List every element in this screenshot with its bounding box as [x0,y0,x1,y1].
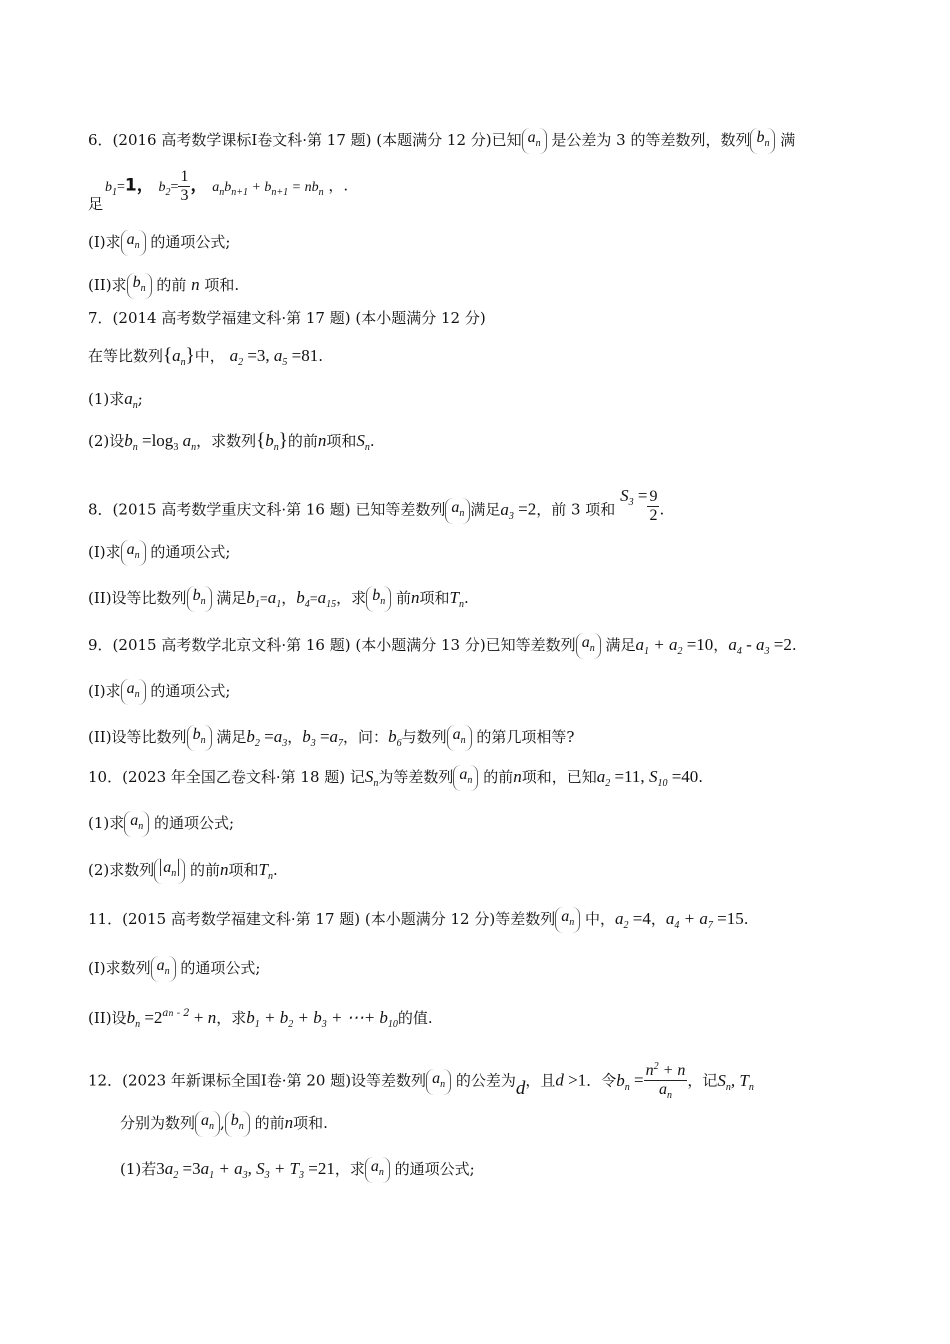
problem-12-q1: (1)若$3a_2 =3a_1 + a_3$, $S_3 + T_3 =21$，求 $a_n$ 的通项公式; [120,1158,475,1181]
problem-7-q1: (1)求$a_n$; [88,389,143,411]
problem-7-text-mid: 中， [194,347,225,365]
problem-9-q1: (I)求 $a_n$ 的通项公式; [88,679,890,705]
question-text: 的通项公式; [149,814,235,832]
math-n: n [191,275,200,294]
question-label: (1)求 [88,814,125,832]
problem-8-q1: (I)求 $a_n$ 的通项公式; [88,540,890,566]
question-text-2: 的值. [397,1009,433,1027]
problem-6-q1: (I)求 $a_n$ 的通项公式; [88,230,890,256]
question-text-2: ，问： [343,728,389,746]
problem-12-text-2: ，且 [525,1071,556,1090]
problem-6-cont [88,193,890,215]
question-label: (II)设 [88,1009,127,1027]
question-text: ，求 [334,1160,365,1178]
problem-10-text: 为等差数列 [378,768,454,786]
question-end: 项和. [199,276,240,294]
question-label: (I)求数列 [88,959,151,977]
problem-7-q2: (2)设$b_n =\log_3$ $a_n$，求数列$\{b_n\}$的前n项和$S_n$. [88,430,375,453]
question-text-3: 项和 [326,432,357,450]
problem-6-condition: $b_1=1$， $b_2=$ $\frac{1}{3}$ ， $a_nb_{n+1} + b_{n+1} = nb_n$ ，. [105,168,349,204]
question-label: (2)求数列 [88,861,155,879]
problem-12-text-3: ．令 [586,1071,617,1090]
problem-6-text-tail: 满 [775,131,796,149]
question-text: ，求数列 [196,432,257,450]
problem-7-text: 在等比数列 [88,347,164,365]
problem-9-text: 满足 [600,636,636,654]
problem-7-title: 7．(2014 高考数学福建文科·第 17 题) (本小题满分 12 分) [88,309,486,327]
question-label: (2)设 [88,432,125,450]
problem-12-text-5: 分别为数列 [120,1114,196,1132]
problem-12-line-1: 12．(2023 年新课标全国Ⅰ卷·第 20 题)设等差数列 $a_n$ 的公差为d，且d >1．令$b_n$ = $\frac{n^2 + n}{a_n}$ ，记$S_n$, $T_n$ [88,1058,890,1105]
problem-10-text-2: 的前 [478,768,514,786]
question-text-3: 与数列 [401,728,447,746]
problem-12-text-4: ，记 [687,1071,718,1090]
problem-11-q2: (II)设$b_n =2^{an - 2} + n$，求$b_1 + b_2 + b_3$ + ⋯+ $b_{10}$的值. [88,1008,433,1030]
question-text-4: 的第几项相等? [471,728,575,746]
question-text: 满足 [211,589,247,607]
bold-one: 1 [124,175,137,196]
question-label: (I)求 [88,543,121,561]
question-text: ，求 [216,1009,247,1027]
question-label: (II)设等比数列 [88,589,187,607]
problem-8-header: 8．(2015 高考数学重庆文科·第 16 题) 已知等差数列 [88,500,446,519]
problem-8-line-1: 8．(2015 高考数学重庆文科·第 16 题) 已知等差数列 $a_n$ 满足$a_3 =2$，前 3 项和 $S_3$ = $\frac{9}{2}$ . [88,485,665,524]
problem-11-header: 11．(2015 高考数学福建文科·第 17 题) (本小题满分 12 分)等差数列 [88,910,556,928]
problem-10-text-3: 项和，已知 [521,768,597,786]
continuation-text: 足 [88,195,104,213]
question-text: 的通项公式; [175,959,261,977]
problem-10-header: 10．(2023 年全国乙卷文科·第 18 题) 记 [88,768,365,786]
question-text: 的前 [151,276,192,294]
problem-10-q1: (1)求 $a_n$ 的通项公式; [88,811,890,837]
question-label: (1)若 [120,1160,157,1178]
problem-11-line-1: 11．(2015 高考数学福建文科·第 17 题) (本小题满分 12 分)等差数列 $a_n$ 中，$a_2 =4$，$a_4 + a_7 =15$. [88,908,749,931]
problem-12-text-7: 项和. [293,1114,328,1132]
problem-12-header: 12．(2023 年新课标全国Ⅰ卷·第 20 题)设等差数列 [88,1071,427,1090]
problem-10-line-1: 10．(2023 年全国乙卷文科·第 18 题) 记$S_n$为等差数列 $a_n$ 的前n项和，已知$a_2 =11$, $S_{10} =40$. [88,766,704,789]
question-label: (I)求 [88,682,121,700]
problem-8-text: 满足 [470,500,501,519]
problem-6-q2: (II)求 $b_n$ 的前 n 项和. [88,273,890,299]
problem-12-text: 的公差为 [451,1071,516,1090]
problem-6-text: 是公差为 3 的等差数列，数列 [546,131,751,149]
problem-12-line-2: 分别为数列 $a_n$ , $b_n$ 的前n项和. [120,1111,890,1137]
problem-7-header [88,307,890,329]
question-label: (II)设等比数列 [88,728,187,746]
question-text-2: 项和 [228,861,259,879]
question-text: 的通项公式; [145,543,231,561]
fraction-9-2: $\frac{9}{2}$ [649,488,658,524]
problem-9-header: 9．(2015 高考数学北京文科·第 16 题) (本小题满分 13 分)已知等差数列 [88,636,576,654]
problem-10-q2: (2)求数列 $a_n$ 的前n项和$T_n$. [88,859,278,882]
question-label: (I)求 [88,233,121,251]
question-text-2: ，求 [336,589,367,607]
question-label: (II)求 [88,276,127,294]
problem-6-header: 6．(2016 高考数学课标Ⅰ卷文科·第 17 题) (本题满分 12 分)已知 [88,131,522,149]
question-text: 的前 [185,861,221,879]
question-text: 的通项公式; [145,233,231,251]
math-set-b-n: $b_n$ [750,128,775,154]
question-text-3: 前 [391,589,411,607]
question-label: (1)求 [88,390,125,408]
problem-9-q2: (II)设等比数列 $b_n$ 满足$b_2 =a_3$，$b_3 =a_7$，问：$b_6$与数列 $a_n$ 的第几项相等? [88,726,575,749]
problem-11-text: 中， [580,910,616,928]
question-text-2: 的通项公式; [389,1160,475,1178]
problem-11-q1: (I)求数列 $a_n$ 的通项公式; [88,956,890,982]
problem-6-line-1 [88,128,890,154]
question-text: 的通项公式; [145,682,231,700]
fraction-1-3: $\frac{1}{3}$ [180,168,189,204]
question-text-2: 的前 [287,432,318,450]
problem-8-q2: (II)设等比数列 $b_n$ 满足$b_1=a_1$，$b_4=a_{15}$，求 $b_n$ 前n项和$T_n$. [88,587,469,610]
problem-12-text-6: 的前 [249,1114,285,1132]
question-text-4: 项和 [419,589,450,607]
problem-8-text-2: ，前 3 项和 [536,500,616,519]
question-text: 满足 [211,728,247,746]
math-set-a-n: $a_n$ [522,128,547,154]
problem-7-intro: 在等比数列$\{a_n\}$中， $a_2 =3$, $a_5 =81$. [88,345,324,368]
problem-9-line-1: 9．(2015 高考数学北京文科·第 16 题) (本小题满分 13 分)已知等差数列 $a_n$ 满足$a_1 + a_2 =10$，$a_4 - a_3 =2$. [88,634,797,657]
fraction-bn: $\frac{n^2 + n}{a_n}$ [644,1058,688,1105]
